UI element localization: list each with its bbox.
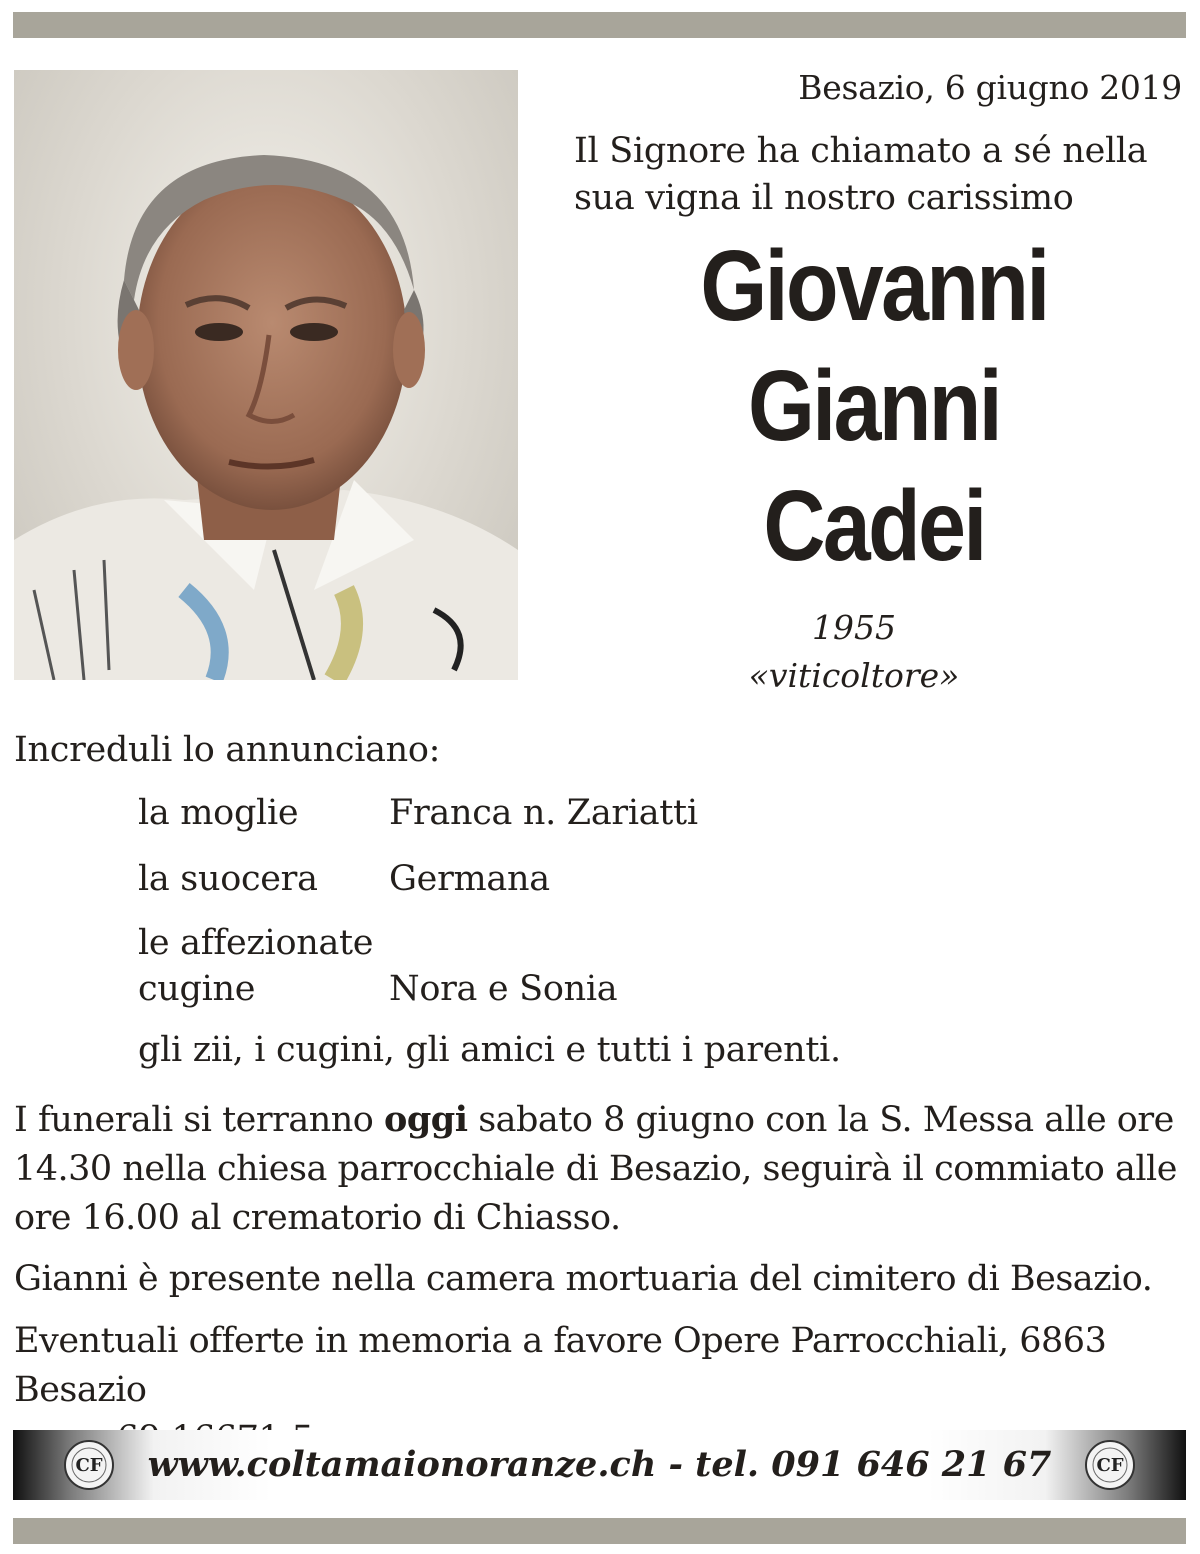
donations-line1: Eventuali offerte in memoria a favore Opere Parrocchiali, 6863 Besazio xyxy=(14,1321,1107,1410)
occupation: «viticoltore» xyxy=(748,656,960,695)
funeral-info-end: sabato 8 giugno con la S. Messa alle ore 14.30 nella chiesa parrocchiale di Besazio, seguirà il commiato alle ore 16.00 al crematorio di Chiasso. xyxy=(14,1100,1177,1238)
relative-relation: la moglie xyxy=(138,793,299,833)
date-place: Besazio, 6 giugno 2019 xyxy=(798,68,1182,107)
relative-name: Nora e Sonia xyxy=(389,969,618,1009)
relative-relation: la suocera xyxy=(138,859,318,899)
funeral-home-footer xyxy=(13,1430,1186,1500)
logo-monogram: CF xyxy=(1096,1455,1124,1476)
deceased-nickname: Gianni xyxy=(747,350,1001,462)
relative-name: Franca n. Zariatti xyxy=(389,793,698,833)
deceased-first-name: Giovanni xyxy=(700,230,1048,342)
logo-monogram: CF xyxy=(75,1455,103,1476)
relative-relation-line1: le affezionate xyxy=(138,923,374,963)
other-relatives: gli zii, i cugini, gli amici e tutti i parenti. xyxy=(138,1030,841,1070)
funeral-info-bold: oggi xyxy=(383,1099,468,1140)
announcement-heading: Increduli lo annunciano: xyxy=(14,730,441,770)
birth-year: 1955 xyxy=(812,608,896,647)
viewing-info: Gianni è presente nella camera mortuaria del cimitero di Besazio. xyxy=(14,1259,1153,1299)
relative-name: Germana xyxy=(389,859,550,899)
relative-relation-line2: cugine xyxy=(138,969,256,1009)
deceased-portrait-photo xyxy=(14,70,518,680)
footer-contact: www.coltamaionoranze.ch - tel. 091 646 21 67 xyxy=(147,1444,1052,1485)
deceased-surname: Cadei xyxy=(763,470,985,582)
intro-text: Il Signore ha chiamato a sé nella sua vigna il nostro carissimo xyxy=(574,131,1148,218)
funeral-info xyxy=(14,1095,1190,1243)
top-rule xyxy=(13,12,1186,38)
funeral-home-logo-icon xyxy=(1084,1439,1136,1491)
funeral-info-start: I funerali si terranno xyxy=(14,1100,384,1140)
bottom-rule xyxy=(13,1518,1186,1544)
